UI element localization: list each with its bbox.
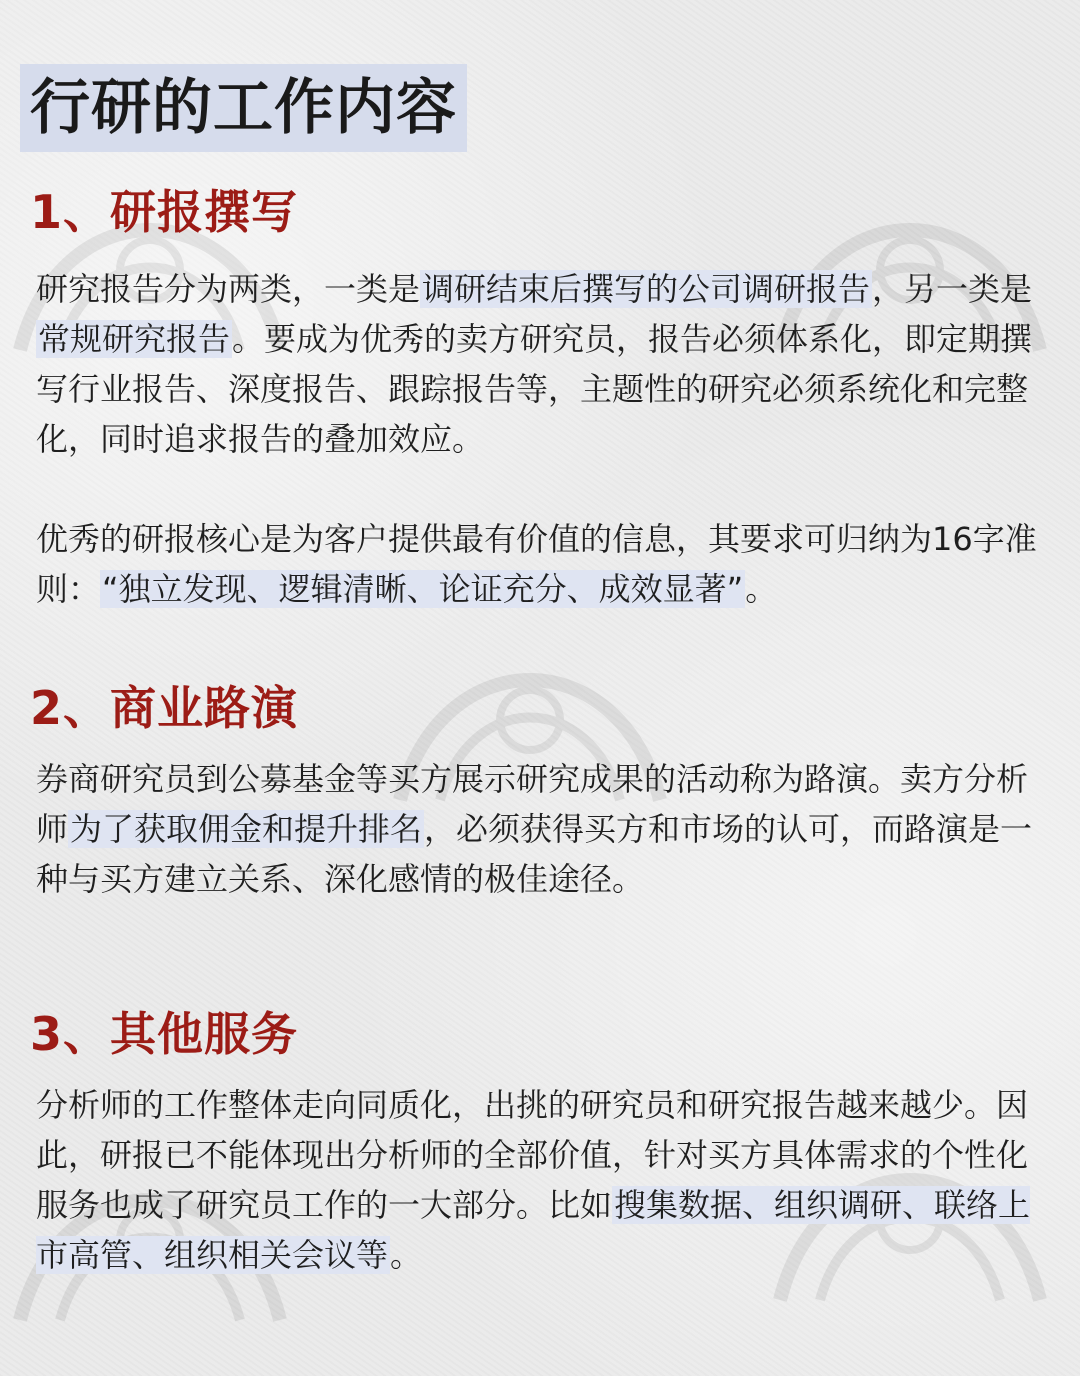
text-run: 。要成为优秀的卖方研究员，报告必须体系化，即定期撰写行业报告、深度报告、跟踪报告等，主题性的研究必须系统化和完整化，同时追求报告的叠加效应。 — [36, 320, 1033, 458]
page-title: 行研的工作内容 — [20, 64, 467, 152]
text-run: 优秀的研报核心是为客户提供最有价值的信息，其要求可归纳为16字准则： — [36, 520, 1037, 608]
text-run: 分析师的工作整体走向同质化，出挑的研究员和研究报告越来越少。因此，研报已不能体现出分析师的全部价值，针对买方具体需求的个性化服务也成了研究员工作的一大部分。比如 — [36, 1086, 1029, 1224]
text-run: 研究报告分为两类，一类是 — [36, 270, 421, 308]
section-3-paragraph-1 — [36, 1080, 1046, 1280]
highlighted-text: “独立发现、逻辑清晰、论证充分、成效显著” — [102, 570, 744, 608]
text-run: 券商研究员到公募基金等买方展示研究成果的活动称为路演。卖方分析师 — [36, 760, 1029, 848]
text-run: 。 — [390, 1236, 423, 1274]
highlighted-text: 调研结束后撰写的公司调研报告 — [422, 270, 871, 308]
section-heading-other-services: 3、其他服务 — [30, 1007, 299, 1061]
section-1-paragraph-1 — [36, 264, 1046, 464]
highlighted-text: 搜集数据、组织调研、联络上市高管、组织相关会议等 — [36, 1186, 1031, 1274]
section-1-paragraph-2 — [36, 514, 1046, 614]
text-run: ，另一类是 — [872, 270, 1033, 308]
text-run: 。 — [745, 570, 778, 608]
highlighted-text: 常规研究报告 — [38, 320, 231, 358]
section-heading-roadshow: 2、商业路演 — [30, 681, 299, 735]
text-run: ，必须获得买方和市场的认可，而路演是一种与买方建立关系、深化感情的极佳途径。 — [36, 810, 1033, 898]
highlighted-text: 为了获取佣金和提升排名 — [70, 810, 423, 848]
section-2-paragraph-1 — [36, 754, 1046, 904]
section-heading-report-writing: 1、研报撰写 — [30, 185, 299, 239]
